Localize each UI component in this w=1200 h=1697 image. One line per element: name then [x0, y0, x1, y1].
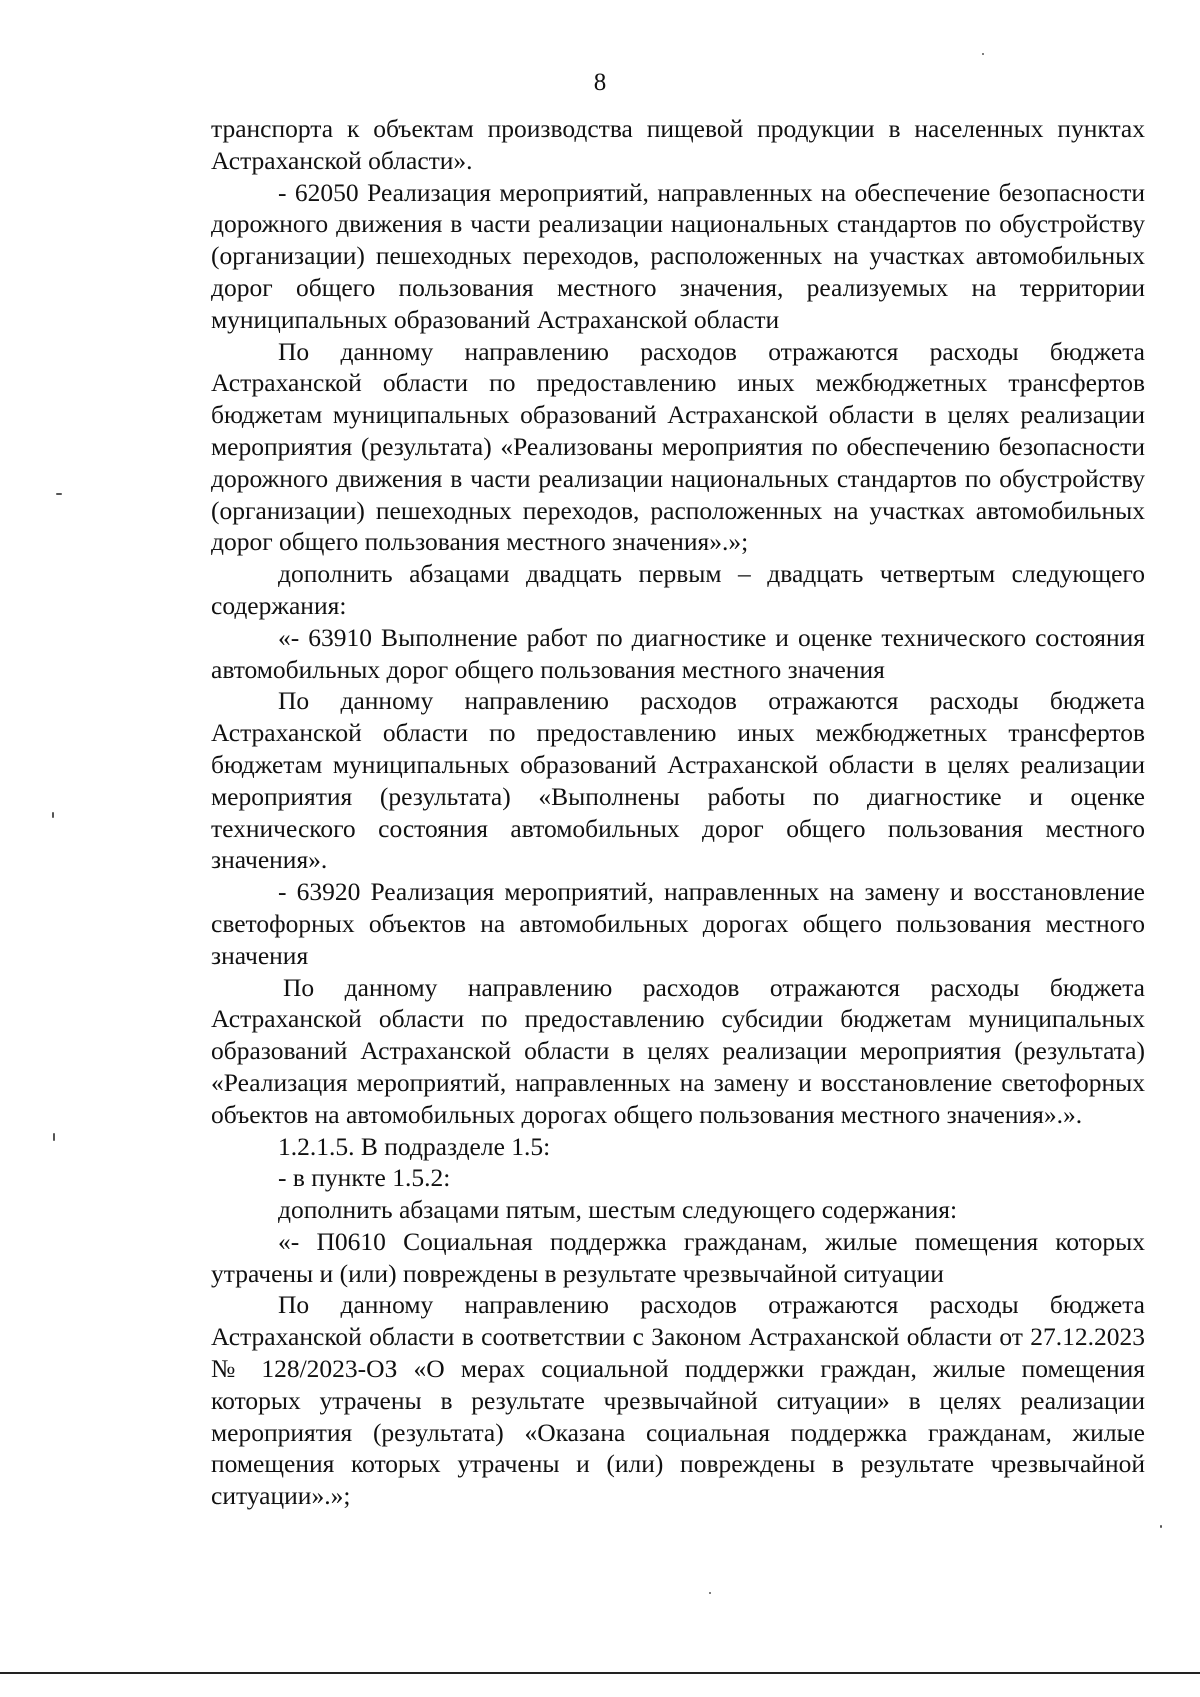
paragraph-12: «- П0610 Социальная поддержка гражданам, жилые помещения которых утрачены и (или) повреждены в результате чрезвычайной ситуации [211, 1226, 1145, 1288]
paragraph-11: дополнить абзацами пятым, шестым следующего содержания: [278, 1195, 958, 1225]
paragraph-3: По данному направлению расходов отражаются расходы бюджета Астраханской области по предоставлению иных межбюджетных трансфертов бюджетам муниципальных образований Астраханской области в целях реализации мероприятия (результата) «Реализованы мероприятия по обеспечению безопасности дорожного движения в части реализации национальных стандартов по обустройству (организации) пешеходных переходов, расположенных на участках автомобильных дорог общего пользования местного значения».»; [211, 336, 1145, 557]
paragraph-1: транспорта к объектам производства пищевой продукции в населенных пунктах Астраханской области». [211, 114, 1145, 175]
paragraph-7: - 63920 Реализация мероприятий, направленных на замену и восстановление светофорных объектов на автомобильных дорогах общего пользования местного значения [211, 877, 1145, 970]
scan-speck [52, 812, 54, 818]
scan-speck [1160, 1525, 1162, 1528]
paragraph-4: дополнить абзацами двадцать первым – двадцать четвертым следующего содержания: [211, 559, 1145, 620]
paragraph-10: - в пункте 1.5.2: [278, 1163, 451, 1193]
paragraph-8: По данному направлению расходов отражаются расходы бюджета Астраханской области по предоставлению субсидии бюджетам муниципальных образований Астраханской области в целях реализации мероприятия (результата) «Реализация мероприятий, направленных на замену и восстановление светофорных объектов на автомобильных дорогах общего пользования местного значения».». [211, 972, 1145, 1129]
scan-speck [982, 53, 984, 55]
paragraph-6: По данному направлению расходов отражаются расходы бюджета Астраханской области по предоставлению иных межбюджетных трансфертов бюджетам муниципальных образований Астраханской области в целях реализации мероприятия (результата) «Выполнены работы по диагностике и оценке технического состояния автомобильных дорог общего пользования местного значения». [211, 686, 1145, 875]
paragraph-9: 1.2.1.5. В подразделе 1.5: [278, 1131, 551, 1161]
paragraph-2: - 62050 Реализация мероприятий, направленных на обеспечение безопасности дорожного движения в части реализации национальных стандартов по обустройству (организации) пешеходных переходов, расположенных на участках автомобильных дорог общего пользования местного значения, реализуемых на территории муниципальных образований Астраханской области [211, 177, 1145, 334]
bottom-rule [0, 1672, 1200, 1674]
document-body [211, 113, 1145, 1512]
scan-speck [56, 493, 62, 495]
paragraph-5: «- 63910 Выполнение работ по диагностике и оценке технического состояния автомобильных дорог общего пользования местного значения [211, 622, 1145, 684]
scan-speck [709, 1592, 711, 1594]
paragraph-13: По данному направлению расходов отражаются расходы бюджета Астраханской области в соответствии с Законом Астраханской области от 27.12.2023 № 128/2023-ОЗ «О мерах социальной поддержки граждан, жилые помещения которых утрачены в результате чрезвычайной ситуации» в целях реализации мероприятия (результата) «Оказана социальная поддержка гражданам, жилые помещения которых утрачены и (или) повреждены в результате чрезвычайной ситуации».»; [211, 1290, 1145, 1511]
page-number: 8 [593, 69, 607, 96]
scan-speck [53, 1133, 55, 1141]
